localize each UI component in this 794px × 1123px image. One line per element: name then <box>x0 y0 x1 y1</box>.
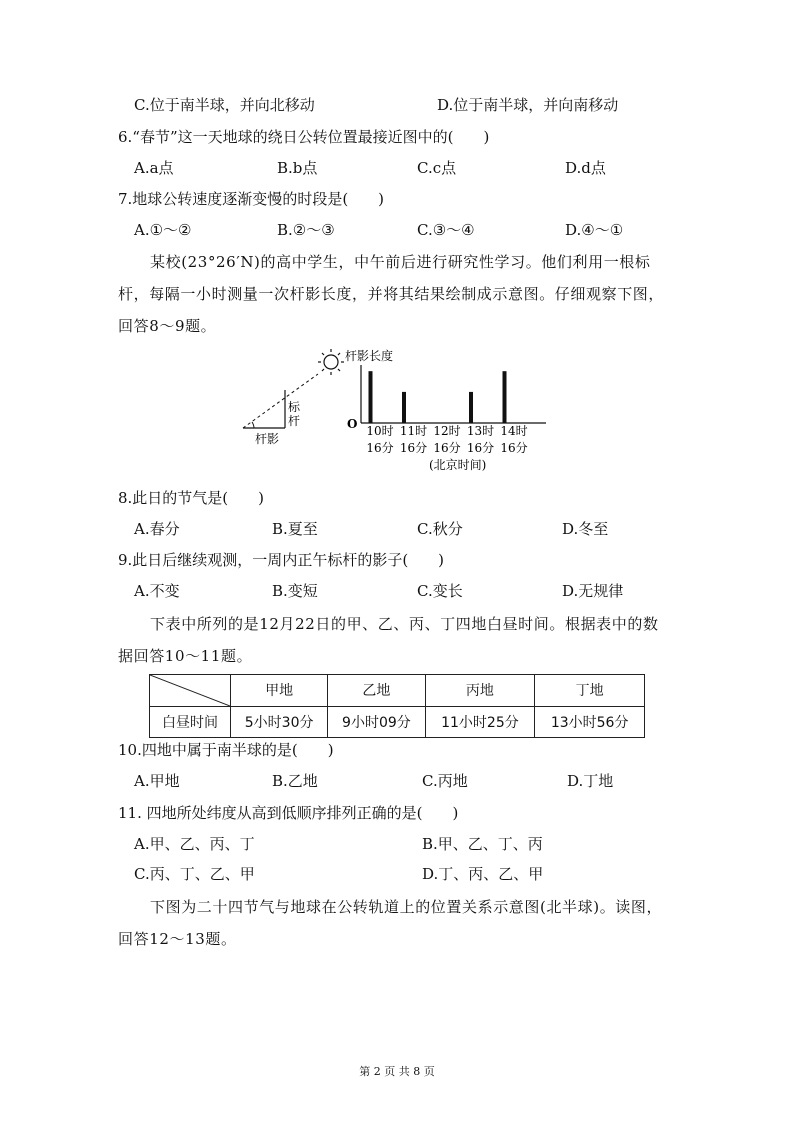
q6-option-c: C.c点 <box>417 159 457 177</box>
chart-tick-label: 10时 <box>366 424 394 438</box>
q11-option-c: C.丙、丁、乙、甲 <box>134 865 255 883</box>
table-header-row <box>150 675 645 707</box>
daylight-table <box>149 674 645 738</box>
q9-option-b: B.变短 <box>272 582 318 600</box>
table-cell: 9小时09分 <box>328 706 425 738</box>
sun-icon <box>318 349 344 375</box>
chart-origin-label: O <box>347 417 358 431</box>
table-row <box>150 706 645 738</box>
q7-option-c: C.③～④ <box>417 221 475 239</box>
passage-8-9-line-3: 回答8～9题。 <box>118 317 217 335</box>
q10-option-a: A.甲地 <box>134 772 180 790</box>
table-row-label: 白昼时间 <box>150 706 231 738</box>
table-header-cell: 丙地 <box>425 675 535 707</box>
q9-option-c: C.变长 <box>417 582 463 600</box>
q7-stem: 7.地球公转速度逐渐变慢的时段是( ) <box>118 190 385 208</box>
passage-10-11-line-1: 下表中所列的是12月22日的甲、乙、丙、丁四地白昼时间。根据表中的数 <box>150 615 659 633</box>
q11-stem: 11. 四地所处纬度从高到低顺序排列正确的是( ) <box>118 804 459 822</box>
chart-tick-label: 16分 <box>366 441 394 455</box>
table-header-cell: 甲地 <box>231 675 328 707</box>
q10-option-d: D.丁地 <box>567 772 614 790</box>
chart-tick-label: 16分 <box>500 441 528 455</box>
pole-label-1: 标 <box>288 400 301 414</box>
q7-option-d: D.④～① <box>565 221 624 239</box>
table-cell: 5小时30分 <box>231 706 328 738</box>
chart-axis-title: 杆影长度 <box>345 349 394 363</box>
chart-tick-label: 16分 <box>399 441 428 455</box>
table-cell: 11小时25分 <box>425 706 535 738</box>
q11-option-b: B.甲、乙、丁、丙 <box>422 835 543 853</box>
chart-bar <box>469 392 473 423</box>
passage-12-13-line-1: 下图为二十四节气与地球在公转轨道上的位置关系示意图(北半球)。读图， <box>150 898 663 916</box>
q8-option-b: B.夏至 <box>272 520 318 538</box>
shadow-label: 杆影 <box>255 432 280 446</box>
table-corner-cell <box>150 675 231 707</box>
q8-option-a: A.春分 <box>134 520 180 538</box>
q6-option-d: D.d点 <box>565 159 606 177</box>
q8-stem: 8.此日的节气是( ) <box>118 489 265 507</box>
q11-option-d: D.丁、丙、乙、甲 <box>422 865 544 883</box>
chart-tick-label: 14时 <box>500 424 528 438</box>
chart-bar <box>402 392 406 423</box>
chart-tick-label: 12时 <box>433 424 461 438</box>
q8-option-c: C.秋分 <box>417 520 463 538</box>
chart-bar <box>503 371 507 423</box>
q9-option-d: D.无规律 <box>562 582 624 600</box>
pole-label-2: 杆 <box>288 414 301 428</box>
chart-tick-label: 16分 <box>433 441 461 455</box>
q10-option-c: C.丙地 <box>422 772 468 790</box>
passage-12-13-line-2: 回答12～13题。 <box>118 930 237 948</box>
angle-arc <box>252 422 254 428</box>
page-footer: 第 2 页 共 8 页 <box>359 1065 435 1078</box>
q6-stem: 6.“春节”这一天地球的绕日公转位置最接近图中的( ) <box>118 128 490 146</box>
passage-8-9-line-2: 杆，每隔一小时测量一次杆影长度，并将其结果绘制成示意图。仔细观察下图， <box>118 285 665 303</box>
table-header-cell: 丁地 <box>535 675 645 707</box>
diagonal-line <box>150 675 230 706</box>
shadow-figure <box>0 340 794 480</box>
q7-option-b: B.②～③ <box>277 221 335 239</box>
q5-option-c: C.位于南半球，并向北移动 <box>134 96 315 114</box>
q6-option-a: A.a点 <box>134 159 174 177</box>
sun-ray-dashed <box>243 374 318 428</box>
table-cell: 13小时56分 <box>535 706 645 738</box>
q7-option-a: A.①～② <box>134 221 192 239</box>
q9-option-a: A.不变 <box>134 582 180 600</box>
q10-option-b: B.乙地 <box>272 772 318 790</box>
chart-tick-label: 13时 <box>466 424 495 438</box>
chart-tick-label: 16分 <box>466 441 495 455</box>
chart-x-caption: (北京时间) <box>429 458 487 472</box>
table-header-cell: 乙地 <box>328 675 425 707</box>
q10-stem: 10.四地中属于南半球的是( ) <box>118 741 334 759</box>
q6-option-b: B.b点 <box>277 159 318 177</box>
passage-8-9-line-1: 某校(23°26′N)的高中学生，中午前后进行研究性学习。他们利用一根标 <box>150 253 651 271</box>
q9-stem: 9.此日后继续观测，一周内正午标杆的影子( ) <box>118 551 445 569</box>
q8-option-d: D.冬至 <box>562 520 609 538</box>
q11-option-a: A.甲、乙、丙、丁 <box>134 835 255 853</box>
chart-tick-label: 11时 <box>399 424 428 438</box>
chart-bar <box>369 371 373 423</box>
passage-10-11-line-2: 据回答10～11题。 <box>118 647 253 665</box>
q5-option-d: D.位于南半球，并向南移动 <box>437 96 619 114</box>
